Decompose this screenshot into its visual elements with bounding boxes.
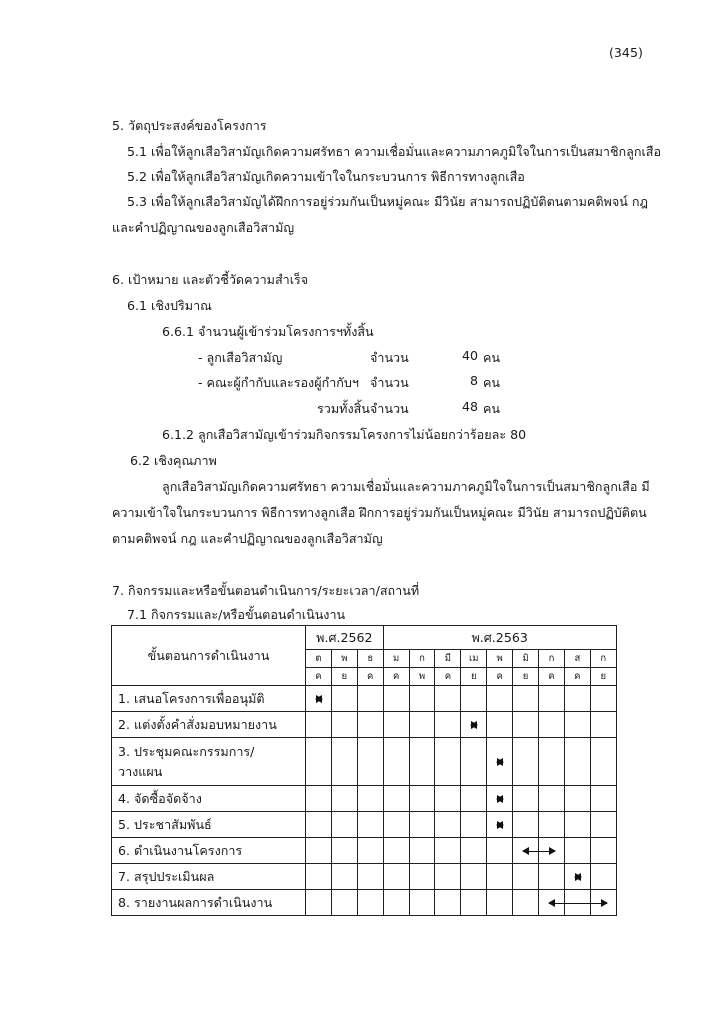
month-cell [539,686,565,712]
month-cell [357,686,383,712]
month-cell [590,738,616,786]
step-label [112,838,306,864]
month-cell [357,786,383,812]
step-label-text: 6. ดำเนินงานโครงการ [118,842,243,858]
month-cell [590,890,616,916]
month-cell [487,864,513,890]
month-cell [564,864,590,890]
month-label: พ [487,650,513,668]
month-cell [564,812,590,838]
month-label: พ [331,650,357,668]
month-cell [383,864,409,890]
month-cell [306,812,332,838]
year-2563-header: พ.ศ.2563 [383,626,616,650]
month-cell [331,738,357,786]
month-label: ย [461,668,487,686]
month-cell [331,890,357,916]
month-cell [383,890,409,916]
month-cell [435,712,461,738]
section-6-heading: 6. เป้าหมาย และตัวชี้วัดความสำเร็จ [112,272,309,287]
month-cell [590,864,616,890]
month-cell [539,890,565,916]
participant-row-scouts-unit: คน [483,350,501,365]
participant-row-leaders-label: - คณะผู้กำกับและรองผู้กำกับฯ [198,375,359,390]
timeline-arrow [497,762,503,763]
month-cell [590,786,616,812]
month-cell [409,712,435,738]
month-cell [331,838,357,864]
month-cell [306,786,332,812]
table-row [112,786,617,812]
step-label [112,712,306,738]
month-cell [306,890,332,916]
quality-paragraph-line-2: ความเข้าใจในกระบวนการ พิธีการทางลูกเสือ ฝึกการอยู่ร่วมกันเป็นหมู่คณะ มีวินัย สามารถปฏิบัติตน [112,505,647,520]
month-cell [564,890,590,916]
month-cell [487,786,513,812]
objective-5-1: 5.1 เพื่อให้ลูกเสือวิสามัญเกิดความศรัทธา ความเชื่อมั่นและความภาคภูมิใจในการเป็นสมาชิกลูกเสือ [127,144,662,159]
table-row [112,812,617,838]
month-cell [513,712,539,738]
month-cell [487,712,513,738]
participant-total-unit: คน [483,401,501,416]
month-cell [435,812,461,838]
participant-row-leaders-word: จำนวน [370,375,409,390]
month-cell [539,712,565,738]
month-label: ค [306,668,332,686]
month-label: พ [409,668,435,686]
month-cell [357,890,383,916]
month-cell [461,738,487,786]
section-5-heading: 5. วัตถุประสงค์ของโครงการ [112,118,267,133]
month-cell [564,838,590,864]
timeline-arrow [316,699,322,700]
month-cell [331,686,357,712]
step-label-text: 1. เสนอโครงการเพื่ออนุมัติ [118,690,265,706]
month-cell [383,738,409,786]
step-label-text: 3. ประชุมคณะกรรมการ/ [118,743,255,759]
step-label-text: 4. จัดซื้อจัดจ้าง [118,790,202,806]
month-label: ค [357,668,383,686]
month-label: ย [331,668,357,686]
month-cell [461,838,487,864]
table-row [112,864,617,890]
month-cell [564,786,590,812]
month-cell [409,838,435,864]
month-cell [487,890,513,916]
month-cell [590,838,616,864]
month-label: ย [513,668,539,686]
objective-5-2: 5.2 เพื่อให้ลูกเสือวิสามัญเกิดความเข้าใจในกระบวนการ พิธีการทางลูกเสือ [127,169,525,184]
month-cell [306,864,332,890]
month-label: ก [539,650,565,668]
section-7-1-heading: 7.1 กิจกรรมและ/หรือขั้นตอนดำเนินงาน [127,607,346,622]
month-cell [513,838,539,864]
participant-total-count: 48 [461,399,478,414]
participant-row-leaders-count: 8 [469,373,478,388]
month-label: ย [590,668,616,686]
month-cell [409,864,435,890]
timeline-arrow [575,877,581,878]
month-cell [513,864,539,890]
month-cell [487,738,513,786]
month-cell [461,786,487,812]
month-cell [357,712,383,738]
month-cell [590,812,616,838]
month-label: มี [435,650,461,668]
month-cell [564,712,590,738]
month-cell [513,686,539,712]
month-cell [435,890,461,916]
participant-total-label: รวมทั้งสิ้นจำนวน [317,401,409,416]
step-label-text: 7. สรุปประเมินผล [118,868,215,884]
month-label: มิ [513,650,539,668]
month-cell [539,812,565,838]
month-cell [539,738,565,786]
month-cell [306,838,332,864]
month-cell [564,738,590,786]
month-cell [539,786,565,812]
month-label: ค [435,668,461,686]
month-cell [306,712,332,738]
month-cell [513,786,539,812]
month-cell [409,786,435,812]
quantity-item-2: 6.1.2 ลูกเสือวิสามัญเข้าร่วมกิจกรรมโครงการไม่น้อยกว่าร้อยละ 80 [162,427,527,442]
month-cell [383,786,409,812]
month-cell [357,864,383,890]
month-cell [409,738,435,786]
page-number: (345) [609,45,643,60]
month-cell [435,738,461,786]
step-label [112,864,306,890]
month-cell [357,838,383,864]
participant-row-scouts-word: จำนวน [370,350,409,365]
month-cell [331,812,357,838]
month-cell [331,786,357,812]
table-row [112,738,617,786]
month-cell [357,738,383,786]
month-cell [331,864,357,890]
month-cell [409,890,435,916]
month-cell [487,812,513,838]
participant-row-scouts-count: 40 [461,348,478,363]
month-cell [513,890,539,916]
table-row [112,838,617,864]
step-label [112,890,306,916]
month-cell [461,712,487,738]
month-cell [435,838,461,864]
step-label-text: 2. แต่งตั้งคำสั่งมอบหมายงาน [118,716,277,732]
month-cell [435,864,461,890]
step-label [112,738,306,786]
step-column-header: ขั้นตอนการดำเนินงาน [112,626,306,686]
month-cell [409,686,435,712]
table-row [112,712,617,738]
month-label: ค [564,668,590,686]
month-cell [590,686,616,712]
quality-paragraph-line-3: ตามคติพจน์ กฎ และคำปฏิญาณของลูกเสือวิสามัญ [112,531,383,546]
step-label [112,686,306,712]
objective-5-3: 5.3 เพื่อให้ลูกเสือวิสามัญได้ฝึกการอยู่ร่วมกันเป็นหมู่คณะ มีวินัย สามารถปฏิบัติตนตามคติพจน์ กฎ [127,194,648,209]
month-label: ค [539,668,565,686]
table-row [112,890,617,916]
month-cell [539,864,565,890]
month-cell [383,712,409,738]
month-cell [306,686,332,712]
month-label: ค [383,668,409,686]
month-cell [513,738,539,786]
schedule-table [111,625,617,916]
month-label: ธ [357,650,383,668]
timeline-arrow [497,825,503,826]
timeline-arrow [497,799,503,800]
month-cell [435,786,461,812]
month-label: ค [487,668,513,686]
month-cell [383,812,409,838]
month-label: ต [306,650,332,668]
month-cell [461,890,487,916]
quantity-heading: 6.1 เชิงปริมาณ [127,298,212,313]
step-label-text: วางแผน [118,763,163,779]
month-cell [513,812,539,838]
month-cell [357,812,383,838]
objective-5-3-continued: และคำปฏิญาณของลูกเสือวิสามัญ [112,220,295,235]
month-cell [487,686,513,712]
month-label: ส [564,650,590,668]
month-cell [435,686,461,712]
month-cell [306,738,332,786]
month-cell [564,686,590,712]
step-label-text: 5. ประชาสัมพันธ์ [118,816,212,832]
step-label-text: 8. รายงานผลการดำเนินงาน [118,894,273,910]
month-label: เม [461,650,487,668]
month-cell [487,838,513,864]
timeline-arrow [471,725,477,726]
month-cell [383,686,409,712]
step-label [112,786,306,812]
participant-row-leaders-unit: คน [483,375,501,390]
month-cell [383,838,409,864]
month-cell [409,812,435,838]
month-cell [461,686,487,712]
month-cell [461,864,487,890]
month-label: ก [590,650,616,668]
month-cell [590,712,616,738]
participant-row-scouts-label: - ลูกเสือวิสามัญ [198,350,283,365]
section-7-heading: 7. กิจกรรมและหรือขั้นตอนดำเนินการ/ระยะเวลา/สถานที่ [112,583,420,598]
table-row [112,686,617,712]
quality-paragraph-line-1: ลูกเสือวิสามัญเกิดความศรัทธา ความเชื่อมั่นและความภาคภูมิใจในการเป็นสมาชิกลูกเสือ มี [162,479,650,494]
month-label: ม [383,650,409,668]
year-2562-header: พ.ศ.2562 [306,626,384,650]
step-label [112,812,306,838]
quality-heading: 6.2 เชิงคุณภาพ [130,453,217,468]
quantity-item-1: 6.6.1 จำนวนผู้เข้าร่วมโครงการฯทั้งสิ้น [162,324,374,339]
month-cell [539,838,565,864]
month-cell [331,712,357,738]
month-label: ก [409,650,435,668]
month-cell [461,812,487,838]
